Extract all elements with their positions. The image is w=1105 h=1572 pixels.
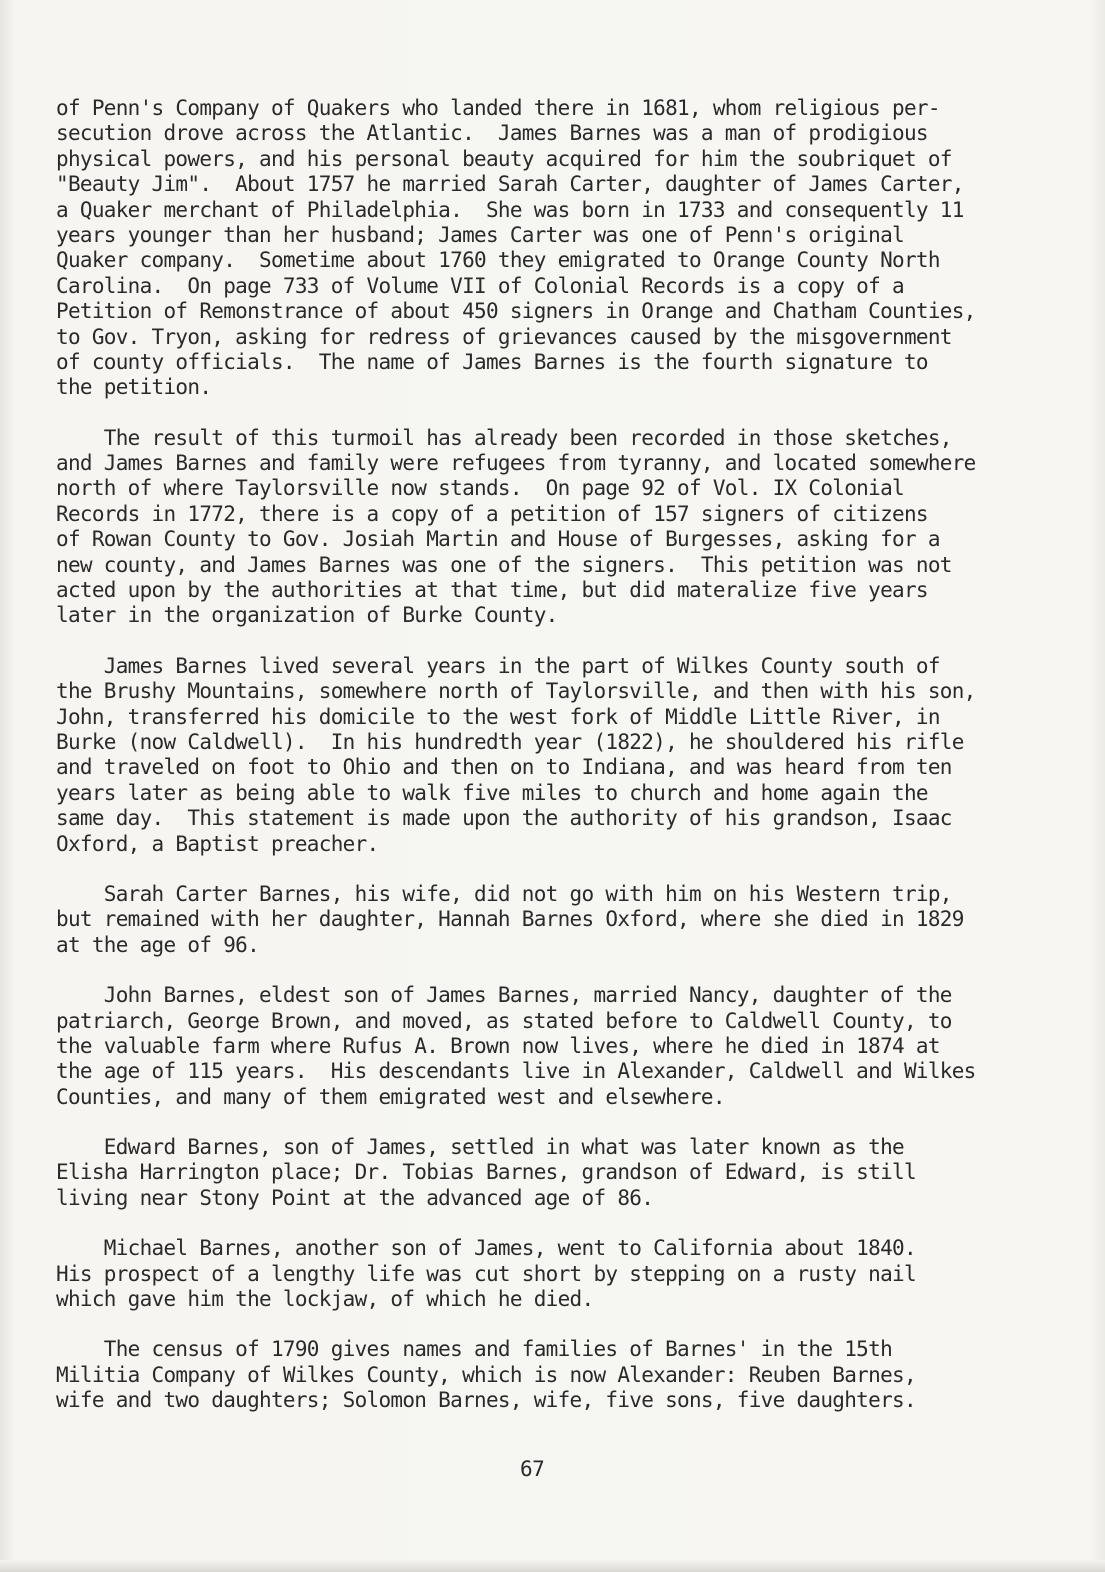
text-line: to Gov. Tryon, asking for redress of grievances caused by the misgovernment xyxy=(56,324,952,349)
text-line: a Quaker merchant of Philadelphia. She was born in 1733 and consequently 11 xyxy=(56,197,964,222)
paragraph xyxy=(56,654,1056,857)
text-line: the valuable farm where Rufus A. Brown now lives, where he died in 1874 at xyxy=(56,1033,940,1058)
text-line: same day. This statement is made upon the authority of his grandson, Isaac xyxy=(56,806,952,831)
text-line: but remained with her daughter, Hannah Barnes Oxford, where she died in 1829 xyxy=(56,907,964,932)
text-line: Burke (now Caldwell). In his hundredth year (1822), he shouldered his rifle xyxy=(56,729,964,754)
text-line: the petition. xyxy=(56,375,212,400)
text-line: John, transferred his domicile to the west fork of Middle Little River, in xyxy=(56,704,940,729)
text-line: Petition of Remonstrance of about 450 signers in Orange and Chatham Counties, xyxy=(56,299,976,324)
paragraph xyxy=(56,96,1056,401)
text-line: wife and two daughters; Solomon Barnes, wife, five sons, five daughters. xyxy=(56,1388,916,1413)
text-line: the age of 115 years. His descendants live in Alexander, Caldwell and Wilkes xyxy=(56,1059,976,1084)
text-line: Carolina. On page 733 of Volume VII of Colonial Records is a copy of a xyxy=(56,273,904,298)
text-line: new county, and James Barnes was one of the signers. This petition was not xyxy=(56,552,952,577)
text-line: Edward Barnes, son of James, settled in what was later known as the xyxy=(56,1135,904,1160)
text-line: patriarch, George Brown, and moved, as stated before to Caldwell County, to xyxy=(56,1008,952,1033)
text-line: Oxford, a Baptist preacher. xyxy=(56,831,379,856)
text-line: James Barnes lived several years in the part of Wilkes County south of xyxy=(56,653,940,678)
text-line: the Brushy Mountains, somewhere north of Taylorsville, and then with his son, xyxy=(56,679,976,704)
text-line: Quaker company. Sometime about 1760 they emigrated to Orange County North xyxy=(56,248,940,273)
paragraph xyxy=(56,1236,1056,1312)
text-line: physical powers, and his personal beauty acquired for him the soubriquet of xyxy=(56,146,952,171)
text-line: The census of 1790 gives names and families of Barnes' in the 15th xyxy=(56,1337,893,1362)
text-line: which gave him the lockjaw, of which he died. xyxy=(56,1287,594,1312)
text-line: living near Stony Point at the advanced age of 86. xyxy=(56,1185,654,1210)
text-line: years younger than her husband; James Carter was one of Penn's original xyxy=(56,222,904,247)
text-line: of Penn's Company of Quakers who landed there in 1681, whom religious per- xyxy=(56,96,940,120)
text-line: Records in 1772, there is a copy of a petition of 157 signers of citizens xyxy=(56,501,928,526)
text-line: "Beauty Jim". About 1757 he married Sarah Carter, daughter of James Carter, xyxy=(56,172,964,197)
text-line: later in the organization of Burke County. xyxy=(56,603,558,628)
paragraph xyxy=(56,1135,1056,1211)
text-line: north of where Taylorsville now stands. On page 92 of Vol. IX Colonial xyxy=(56,476,904,501)
text-line: and James Barnes and family were refugees from tyranny, and located somewhere xyxy=(56,451,976,476)
text-line: at the age of 96. xyxy=(56,932,260,957)
text-line: Counties, and many of them emigrated west and elsewhere. xyxy=(56,1084,725,1109)
text-line: secution drove across the Atlantic. James Barnes was a man of prodigious xyxy=(56,121,928,146)
text-line: The result of this turmoil has already been recorded in those sketches, xyxy=(56,425,952,450)
text-line: of county officials. The name of James Barnes is the fourth signature to xyxy=(56,349,928,374)
text-line: Elisha Harrington place; Dr. Tobias Barnes, grandson of Edward, is still xyxy=(56,1160,916,1185)
body-text xyxy=(56,96,1056,1439)
page-number: 67 xyxy=(520,1457,545,1481)
paragraph xyxy=(56,426,1056,629)
text-line: John Barnes, eldest son of James Barnes, married Nancy, daughter of the xyxy=(56,983,952,1008)
text-line: Sarah Carter Barnes, his wife, did not go with him on his Western trip, xyxy=(56,881,952,906)
paragraph xyxy=(56,882,1056,958)
text-line: and traveled on foot to Ohio and then on to Indiana, and was heard from ten xyxy=(56,755,952,780)
text-line: Michael Barnes, another son of James, went to California about 1840. xyxy=(56,1236,916,1261)
page-bottom-edge xyxy=(0,1560,1105,1572)
text-line: His prospect of a lengthy life was cut short by stepping on a rusty nail xyxy=(56,1261,916,1286)
text-line: acted upon by the authorities at that time, but did materalize five years xyxy=(56,578,928,603)
text-line: years later as being able to walk five miles to church and home again the xyxy=(56,780,928,805)
text-line: of Rowan County to Gov. Josiah Martin and House of Burgesses, asking for a xyxy=(56,527,940,552)
paragraph xyxy=(56,983,1056,1110)
text-line: Militia Company of Wilkes County, which is now Alexander: Reuben Barnes, xyxy=(56,1362,916,1387)
paragraph xyxy=(56,1337,1056,1413)
